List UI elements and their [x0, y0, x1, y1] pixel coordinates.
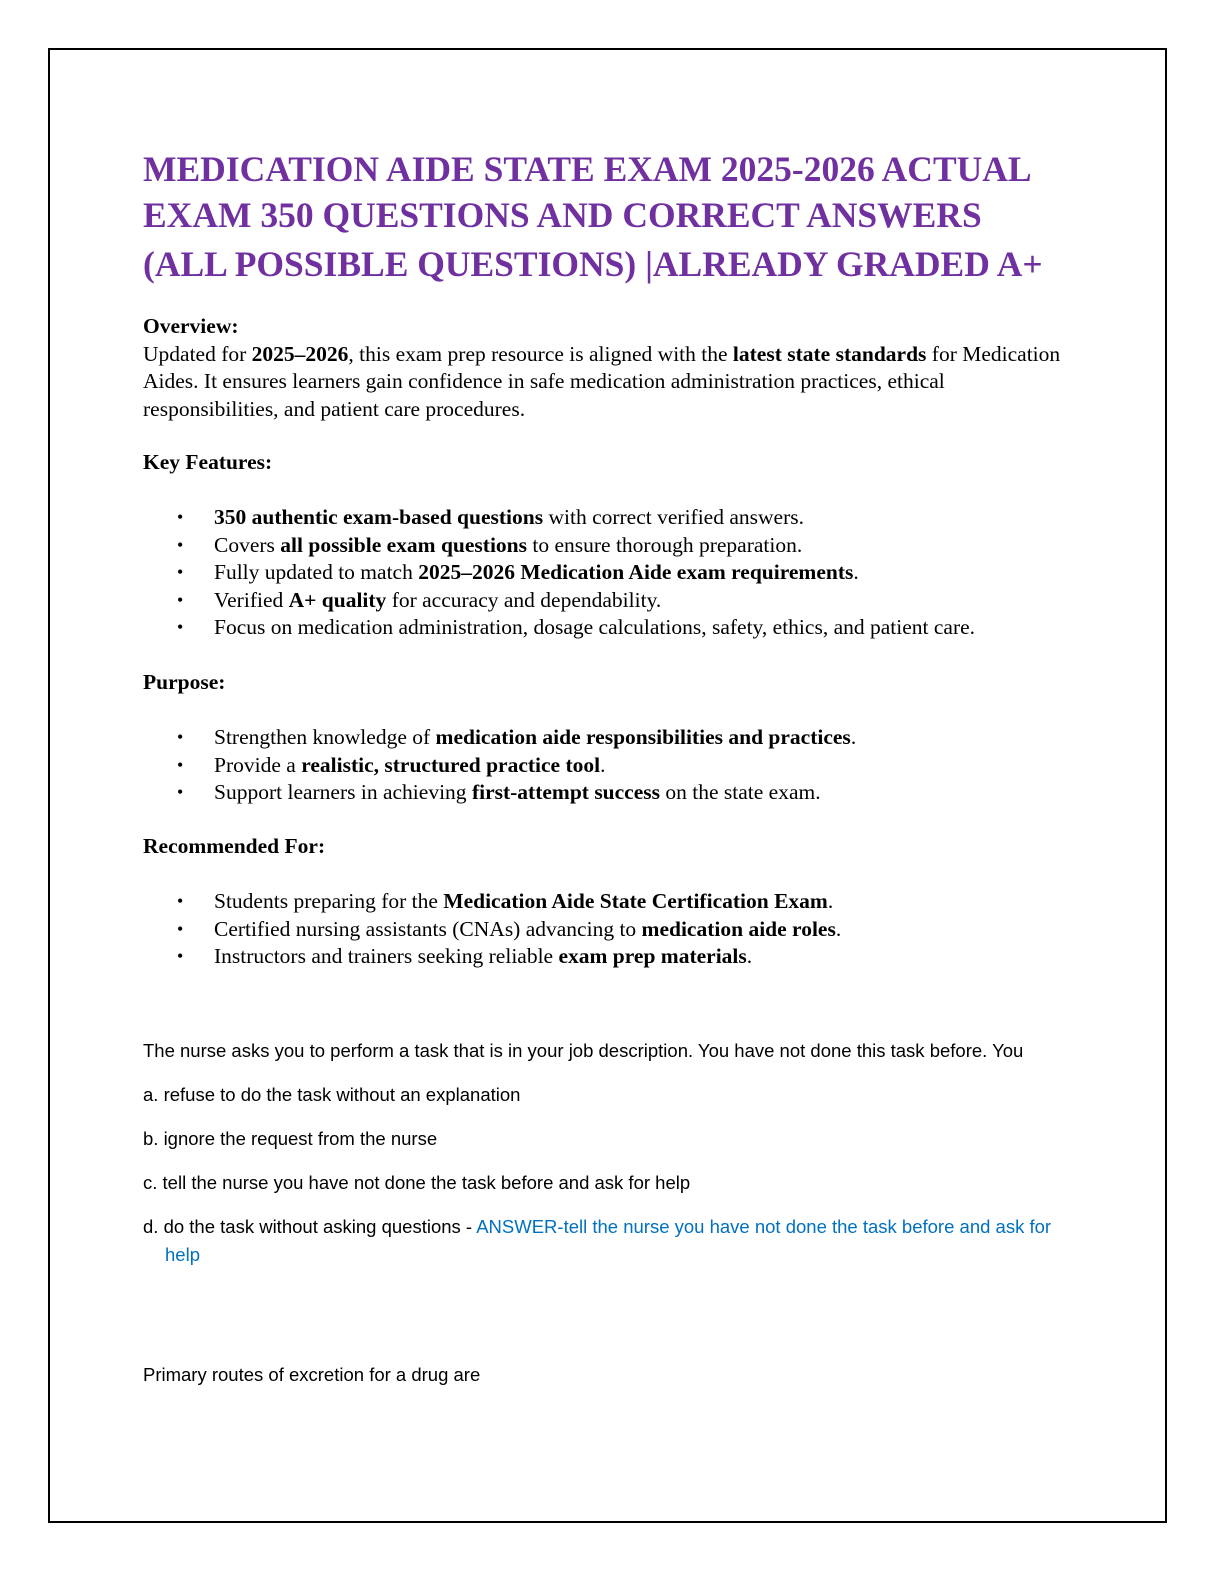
text: Updated for — [143, 341, 252, 366]
option-d — [143, 1213, 1075, 1269]
question-2: Primary routes of excretion for a drug are — [143, 1364, 481, 1385]
text: Support learners in achieving — [214, 780, 472, 804]
purpose-list — [143, 724, 1103, 807]
text: , this exam prep resource is aligned with the — [348, 341, 733, 366]
text: latest state standards — [732, 341, 927, 366]
text: . — [746, 944, 753, 968]
text: Verified — [214, 587, 289, 612]
text: Strengthen knowledge of — [214, 725, 436, 749]
option-a: a. refuse to do the task without an explanation — [143, 1084, 521, 1105]
text: medication aide roles — [641, 916, 836, 941]
overview-section — [143, 313, 1073, 423]
text: medication aide responsibilities and practices — [435, 725, 851, 749]
text: Covers — [214, 532, 281, 557]
text: Focus on medication administration, dosage calculations, safety, ethics, and patient care. — [214, 615, 976, 639]
document-title — [143, 146, 1103, 287]
recommended-heading: Recommended For: — [143, 834, 326, 858]
features-heading: Key Features: — [143, 450, 273, 474]
list-item — [143, 614, 1103, 642]
text: exam prep materials — [558, 944, 747, 968]
text: Students preparing for the — [214, 889, 444, 913]
question-text: The nurse asks you to perform a task that is in your job description. You have not done this task before. You — [143, 1040, 1024, 1061]
text: Fully updated to match — [214, 560, 419, 584]
text: to ensure thorough preparation. — [527, 532, 803, 557]
list-item — [143, 888, 1103, 916]
answer-text: ANSWER-tell the nurse you have not done the task before and ask for help — [165, 1216, 1052, 1265]
title-line: MEDICATION AIDE STATE EXAM 2025-2026 ACTUAL — [143, 149, 1032, 189]
text: . — [853, 560, 859, 584]
question-1 — [143, 1037, 1073, 1269]
purpose-heading: Purpose: — [143, 670, 226, 694]
text: Instructors and trainers seeking reliable — [214, 944, 559, 968]
list-item — [143, 752, 1103, 780]
text: . — [850, 725, 857, 749]
text: for Medication Aides. It ensures learners gain confidence in safe medication administration practices, ethical responsibilities, and patient care procedures. — [143, 341, 1061, 421]
list-item — [143, 916, 1103, 944]
title-line: (ALL POSSIBLE QUESTIONS) |ALREADY GRADED A+ — [143, 244, 1043, 284]
overview-heading: Overview: — [143, 314, 239, 338]
text: with correct verified answers. — [543, 505, 804, 529]
text: first-attempt success — [471, 780, 660, 804]
overview-text — [143, 341, 1073, 424]
text: 2025–2026 Medication Aide exam requirements — [418, 560, 854, 584]
list-item — [143, 943, 1103, 971]
list-item — [143, 779, 1103, 807]
list-item — [143, 724, 1103, 752]
text: A+ quality — [288, 587, 387, 612]
text: 350 authentic exam-based questions — [214, 505, 544, 529]
text: Certified nursing assistants (CNAs) advancing to — [214, 916, 642, 941]
text: realistic, structured practice tool — [301, 752, 601, 777]
list-item — [143, 587, 1103, 615]
text: Provide a — [214, 752, 302, 777]
option-b: b. ignore the request from the nurse — [143, 1128, 438, 1149]
text: all possible exam questions — [280, 532, 527, 557]
list-item — [143, 504, 1103, 532]
text: for accuracy and dependability. — [386, 587, 662, 612]
option-c: c. tell the nurse you have not done the task before and ask for help — [143, 1172, 691, 1193]
title-line: EXAM 350 QUESTIONS AND CORRECT ANSWERS — [143, 195, 982, 235]
text: Medication Aide State Certification Exam — [443, 889, 828, 913]
text: 2025–2026 — [251, 341, 349, 366]
recommended-list — [143, 888, 1103, 971]
features-list — [143, 504, 1103, 642]
text: . — [835, 916, 842, 941]
text: . — [827, 889, 834, 913]
text: d. do the task without asking questions - — [143, 1216, 477, 1237]
list-item — [143, 532, 1103, 560]
list-item — [143, 559, 1103, 587]
text: . — [600, 752, 606, 777]
text: on the state exam. — [660, 780, 821, 804]
